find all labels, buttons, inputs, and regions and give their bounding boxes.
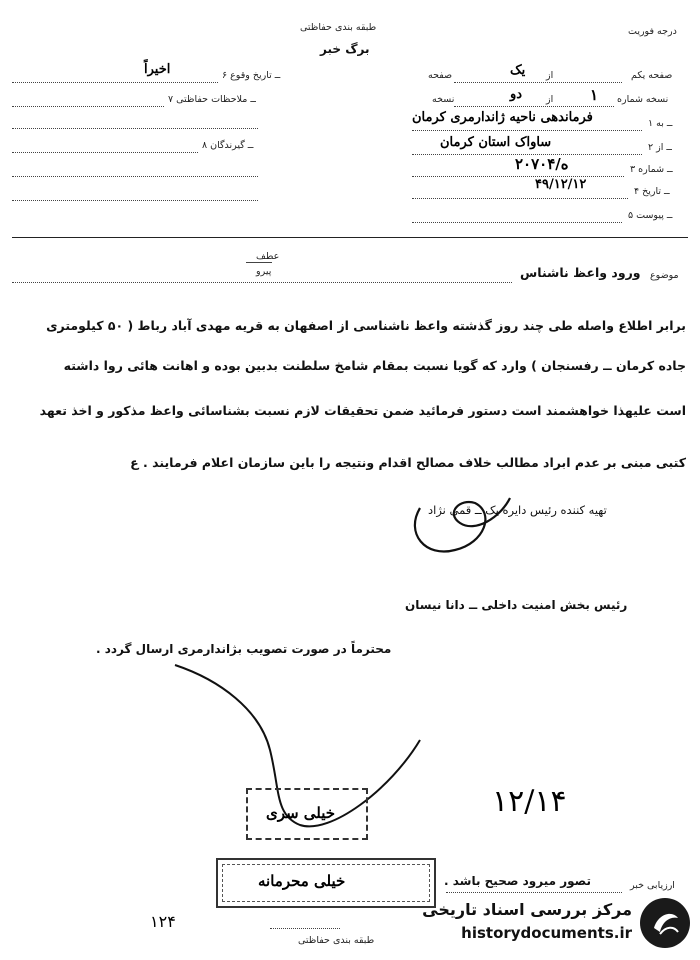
dotted-line [12,282,512,283]
event-date-value: اخیراً [144,62,171,77]
confidential-stamp [216,858,436,908]
event-date-label: ۶ ــ تاریخ وقوع [222,70,281,81]
page-total: یک [510,63,526,78]
page-of-label: از [546,70,554,81]
dotted-line [12,82,218,83]
copy-number-label: نسخه شماره [617,94,669,105]
dotted-line [412,130,642,131]
body-line-3: است علیهذا خواهشمند است دستور فرمائید ضمن تحقیقات لازم نسبت بشناسائی واعظ مذکور و اخذ تعهد [39,403,686,418]
dotted-line [12,176,258,177]
body-line-1: برابر اطلاع واصله طی چند روز گذشته واعظ ناشناسی از اصفهان به قریه مهدی آباد رباط ( ۵۰ کیلومتری [46,318,686,333]
dotted-line [12,106,164,107]
separator-line [12,237,688,238]
subject-label: موضوع [650,270,679,281]
subject-value: ورود واعظ ناشناس [520,265,641,280]
evaluation-value: تصور میرود صحیح باشد . [444,874,591,888]
priority-label: درجه فوریت [628,26,677,37]
to-value: فرماندهی ناحیه ژاندارمری کرمان [412,110,593,125]
dotted-line [412,198,628,199]
copy-number: ۱ [590,86,599,104]
number-value: ۲۰۷۰۴/ه [515,155,569,173]
signature-scribble [400,488,520,568]
dotted-line [12,200,258,201]
reference-peyro: پیرو [256,266,272,277]
recipients-label: ۸ ــ گیرندگان [202,140,254,151]
from-value: ساواک استان کرمان [440,135,552,150]
watermark-logo-icon [640,898,690,948]
reference-atf: عطف [256,251,280,262]
page-label: صفحه یکم [631,70,673,81]
dotted-line [454,106,614,107]
to-label: ۱ ــ به [648,118,673,129]
secret-stamp-text: خیلی سری [266,804,336,822]
copy-of-label: از [546,94,554,105]
secret-stamp [246,788,368,840]
page-number: ۱۲۴ [150,912,176,931]
security-notes-label: ۷ ــ ملاحظات حفاظتی [168,94,256,105]
handwritten-date: ۱۲/۱۴ [492,784,567,819]
dotted-line [412,222,622,223]
from-label: ۲ ــ از [648,142,672,153]
dotted-line [454,82,622,83]
form-title: برگ خبر [320,42,370,56]
bottom-classification: طبقه بندی حفاظتی [298,935,375,946]
dotted-line [446,892,622,893]
reference-divider [246,262,272,263]
forwarding-note: محترماً در صورت تصویب بژاندارمری ارسال گردد . [96,642,392,656]
date-value: ۴۹/۱۲/۱۲ [535,177,587,192]
page-unit: صفحه [428,70,453,81]
dotted-line [12,152,198,153]
body-line-4: کتبی مبنی بر عدم ابراد مطالب خلاف مصالح اقدام ونتیجه را باین سازمان اعلام فرمایند . ع [130,455,686,470]
watermark-url: historydocuments.ir [461,924,632,942]
copy-unit: نسخه [432,94,455,105]
watermark [405,896,690,954]
number-label: ۳ ــ شماره [630,164,673,175]
confidential-stamp-text: خیلی محرمانه [258,872,346,890]
copy-total: دو [510,87,523,102]
reviewer-line: رئیس بخش امنیت داخلی ــ دانا نیسان [405,598,628,612]
evaluation-label: ارزیابی خبر [630,880,675,891]
classification-label: طبقه بندی حفاظتی [300,22,377,33]
dotted-line [412,176,624,177]
body-line-2: جاده کرمان ــ رفسنجان ) وارد که گویا نسبت بمقام شامخ سلطنت بدبین بوده و اهانت هائی روا داشته [63,358,686,373]
attachment-label: ۵ ــ پیوست [628,210,673,221]
dotted-line [12,128,258,129]
watermark-title: مرکز بررسی اسناد تاریخی [422,900,632,919]
preparer-line: تهیه کننده رئیس دایره یک ــ قمی نژاد [428,503,607,517]
dotted-line [270,928,340,929]
date-label: ۴ ــ تاریخ [634,186,670,197]
